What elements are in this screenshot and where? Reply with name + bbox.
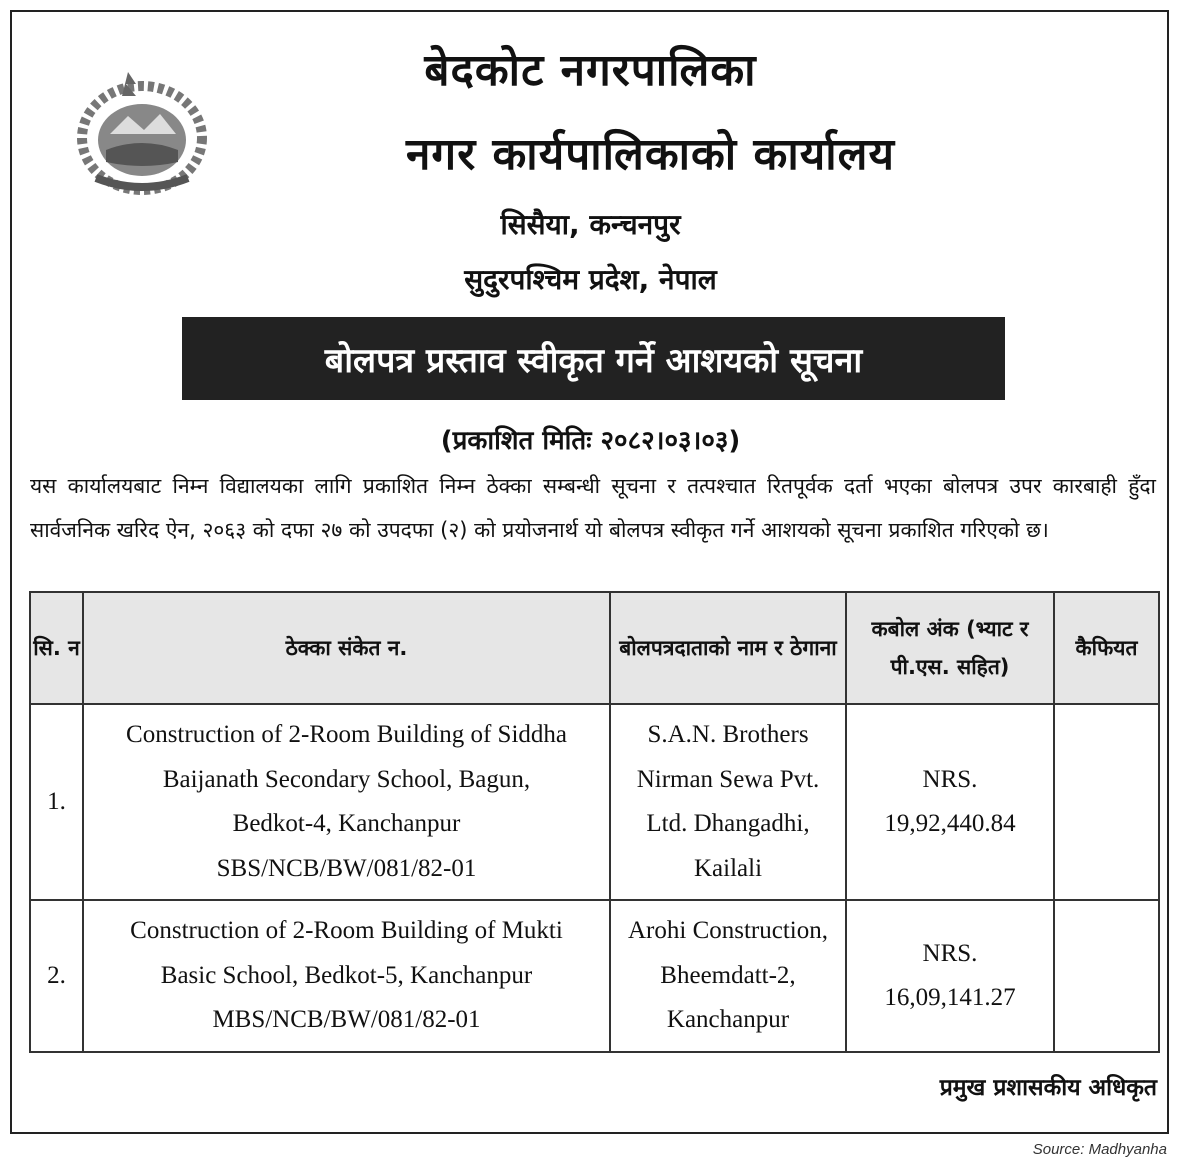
row-bidder: [610, 704, 846, 900]
row-amount: [846, 704, 1054, 900]
notice-banner-text: बोलपत्र प्रस्ताव स्वीकृत गर्ने आशयको सूचना: [324, 340, 863, 381]
row-sn: 1.: [30, 704, 83, 900]
row-sn: 2.: [30, 900, 83, 1052]
amount-value: 19,92,440.84: [884, 810, 1016, 837]
header-bidder: बोलपत्रदाताको नाम र ठेगाना: [610, 592, 846, 704]
row-bidder: [610, 900, 846, 1052]
amount-currency: NRS.: [922, 765, 978, 793]
contract-line: Basic School, Bedkot-5, Kanchanpur: [160, 961, 533, 989]
contract-line: Baijanath Secondary School, Bagun,: [162, 765, 531, 793]
office-title: नगर कार्यपालिकाको कार्यालय: [406, 129, 895, 180]
row-contract: [83, 900, 610, 1052]
notice-banner: [182, 317, 1005, 400]
table-header-row: [30, 592, 1159, 704]
contract-line: Construction of 2-Room Building of Mukti: [130, 917, 563, 945]
header-sn: सि. न: [30, 592, 83, 704]
header-contract: ठेक्का संकेत न.: [83, 592, 610, 704]
contract-line: Bedkot-4, Kanchanpur: [232, 810, 461, 837]
contract-code: MBS/NCB/BW/081/82-01: [212, 1006, 481, 1034]
table-row: [30, 900, 1159, 1052]
bidder-line: S.A.N. Brothers: [647, 721, 809, 748]
bidder-line: Nirman Sewa Pvt.: [636, 765, 820, 793]
amount-value: 16,09,141.27: [884, 984, 1016, 1011]
published-date: (प्रकाशित मितिः २०८२।०३।०३): [440, 426, 741, 456]
amount-currency: NRS.: [922, 939, 978, 967]
bidder-line: Ltd. Dhangadhi,: [646, 810, 810, 837]
bidder-line: Arohi Construction,: [628, 917, 828, 945]
row-remarks: [1054, 704, 1159, 900]
bidder-line: Bheemdatt-2,: [660, 961, 796, 989]
contract-code: SBS/NCB/BW/081/82-01: [216, 854, 477, 882]
source-credit: Source: Madhyanha: [1032, 1141, 1167, 1158]
table-row: [30, 704, 1159, 900]
bidder-line: Kanchanpur: [666, 1006, 790, 1034]
row-amount: [846, 900, 1054, 1052]
notice-paragraph: यस कार्यालयबाट निम्न विद्यालयका लागि प्रकाशित निम्न ठेक्का सम्बन्धी सूचना र तत्पश्चात रितपूर्वक दर्ता भएका बोलपत्र उपर कारबाही हुँदा सार्वजनिक खरिद ऐन, २०६३ को दफा २७ को उपदफा (२) को प्रयोजनार्थ यो बोलपत्र स्वीकृत गर्ने आशयको सूचना प्रकाशित गरिएको छ।: [30, 474, 1156, 542]
bidder-line: Kailali: [693, 854, 763, 882]
address-line-1: सिसैया, कन्चनपुर: [500, 208, 681, 241]
contract-line: Construction of 2-Room Building of Siddha: [126, 721, 567, 748]
header-amount: कबोल अंक (भ्याट र पी.एस. सहित): [846, 592, 1054, 704]
row-remarks: [1054, 900, 1159, 1052]
signature-title: प्रमुख प्रशासकीय अधिकृत: [939, 1075, 1157, 1101]
address-line-2: सुदुरपश्चिम प्रदेश, नेपाल: [464, 263, 717, 296]
row-contract: [83, 704, 610, 900]
header-remarks: कैफियत: [1054, 592, 1159, 704]
bid-table: [29, 591, 1160, 1053]
municipality-title: बेदकोट नगरपालिका: [424, 45, 757, 96]
